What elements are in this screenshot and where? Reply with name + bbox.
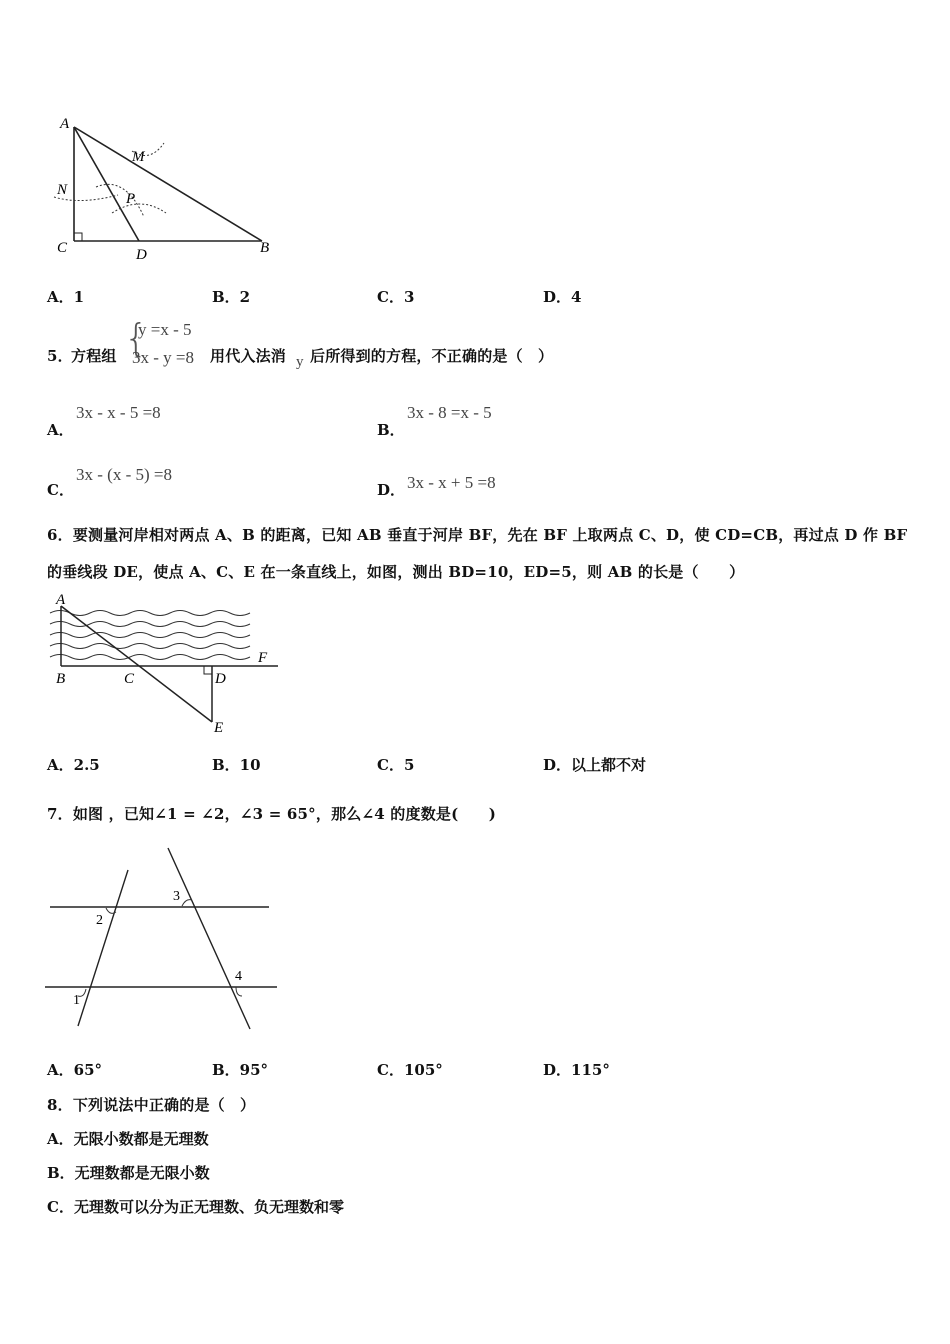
q6-option-c[interactable]: C．5 (377, 756, 415, 774)
q5-option-b-letter[interactable]: B． (377, 421, 405, 439)
q5-equation-2: 3x - y =8 (132, 348, 194, 367)
q7-option-a[interactable]: A．65° (47, 1061, 103, 1079)
q6-text-line-1: 6．要测量河岸相对两点 A、B 的距离，已知 AB 垂直于河岸 BF，先在 BF 上取两点 C、D，使 CD=CB，再过点 D 作 BF (47, 526, 908, 544)
q6-text-line-2: 的垂线段 DE，使点 A、C、E 在一条直线上，如图，测出 BD=10，ED=5，则 AB 的长是（ ） (47, 563, 745, 581)
label-c: C (124, 671, 135, 687)
angle-4-arc (236, 987, 242, 996)
q4-option-c[interactable]: C．3 (377, 288, 415, 306)
arc-p1 (96, 184, 144, 217)
label-c: C (57, 240, 68, 256)
right-transversal (168, 848, 250, 1029)
label-n: N (57, 182, 68, 198)
q6-option-d[interactable]: D．以上都不对 (543, 756, 647, 774)
label-angle-3: 3 (173, 889, 180, 904)
label-m: M (132, 149, 145, 165)
q5-suffix: 后所得到的方程，不正确的是（ ） (310, 347, 554, 365)
q8-option-b[interactable]: B．无理数都是无限小数 (47, 1164, 210, 1182)
q6-option-b[interactable]: B．10 (212, 756, 261, 774)
label-f: F (258, 650, 268, 666)
q7-text: 7．如图 ，已知∠1 = ∠2，∠3 = 65°，那么∠4 的度数是( ) (47, 805, 497, 823)
river-figure (42, 588, 287, 738)
label-d: D (215, 671, 226, 687)
q5-middle: 用代入法消 (210, 347, 287, 365)
q4-option-d[interactable]: D．4 (543, 288, 582, 306)
q7-option-b[interactable]: B．95° (212, 1061, 269, 1079)
right-angle-mark (204, 666, 212, 674)
q4-option-a[interactable]: A．1 (47, 288, 85, 306)
label-p: P (126, 191, 136, 207)
label-b: B (260, 240, 270, 256)
segment-ab (74, 127, 262, 241)
q6-option-a[interactable]: A．2.5 (47, 756, 100, 774)
label-b: B (56, 671, 66, 687)
arc-p2 (112, 204, 166, 213)
q5-prefix: 方程组 (71, 347, 117, 365)
right-angle-mark (74, 233, 82, 241)
segment-ad (74, 127, 139, 241)
label-a: A (56, 592, 66, 608)
q5-option-c-letter[interactable]: C． (47, 481, 74, 499)
q5-number: 5． (47, 347, 73, 365)
label-angle-1: 1 (73, 993, 80, 1008)
q7-option-d[interactable]: D．115° (543, 1061, 610, 1079)
q8-text: 8．下列说法中正确的是（ ） (47, 1096, 256, 1114)
parallel-lines-figure (40, 840, 285, 1040)
q5-option-d-letter[interactable]: D． (377, 481, 406, 499)
label-angle-4: 4 (235, 969, 242, 984)
q8-option-a[interactable]: A．无限小数都是无理数 (47, 1130, 209, 1148)
q4-option-b[interactable]: B．2 (212, 288, 251, 306)
q8-option-c[interactable]: C．无理数可以分为正无理数、负无理数和零 (47, 1198, 344, 1216)
q5-option-d-math: 3x - x + 5 =8 (407, 473, 496, 492)
label-a: A (60, 116, 70, 132)
q5-option-a-letter[interactable]: A． (47, 421, 74, 439)
q5-equation-1: y =x - 5 (138, 320, 192, 339)
label-d: D (136, 247, 147, 263)
angle-3-arc (182, 900, 192, 906)
label-angle-2: 2 (96, 913, 103, 928)
left-transversal (78, 870, 128, 1026)
brace-icon: { (124, 316, 149, 360)
q5-option-b-math: 3x - 8 =x - 5 (407, 403, 492, 422)
q5-option-c-math: 3x - (x - 5) =8 (76, 465, 172, 484)
q5-variable: y (296, 354, 304, 370)
q5-option-a-math: 3x - x - 5 =8 (76, 403, 161, 422)
label-e: E (214, 720, 224, 736)
river-waves (50, 611, 250, 660)
q7-option-c[interactable]: C．105° (377, 1061, 443, 1079)
triangle-construction-figure (40, 105, 290, 270)
